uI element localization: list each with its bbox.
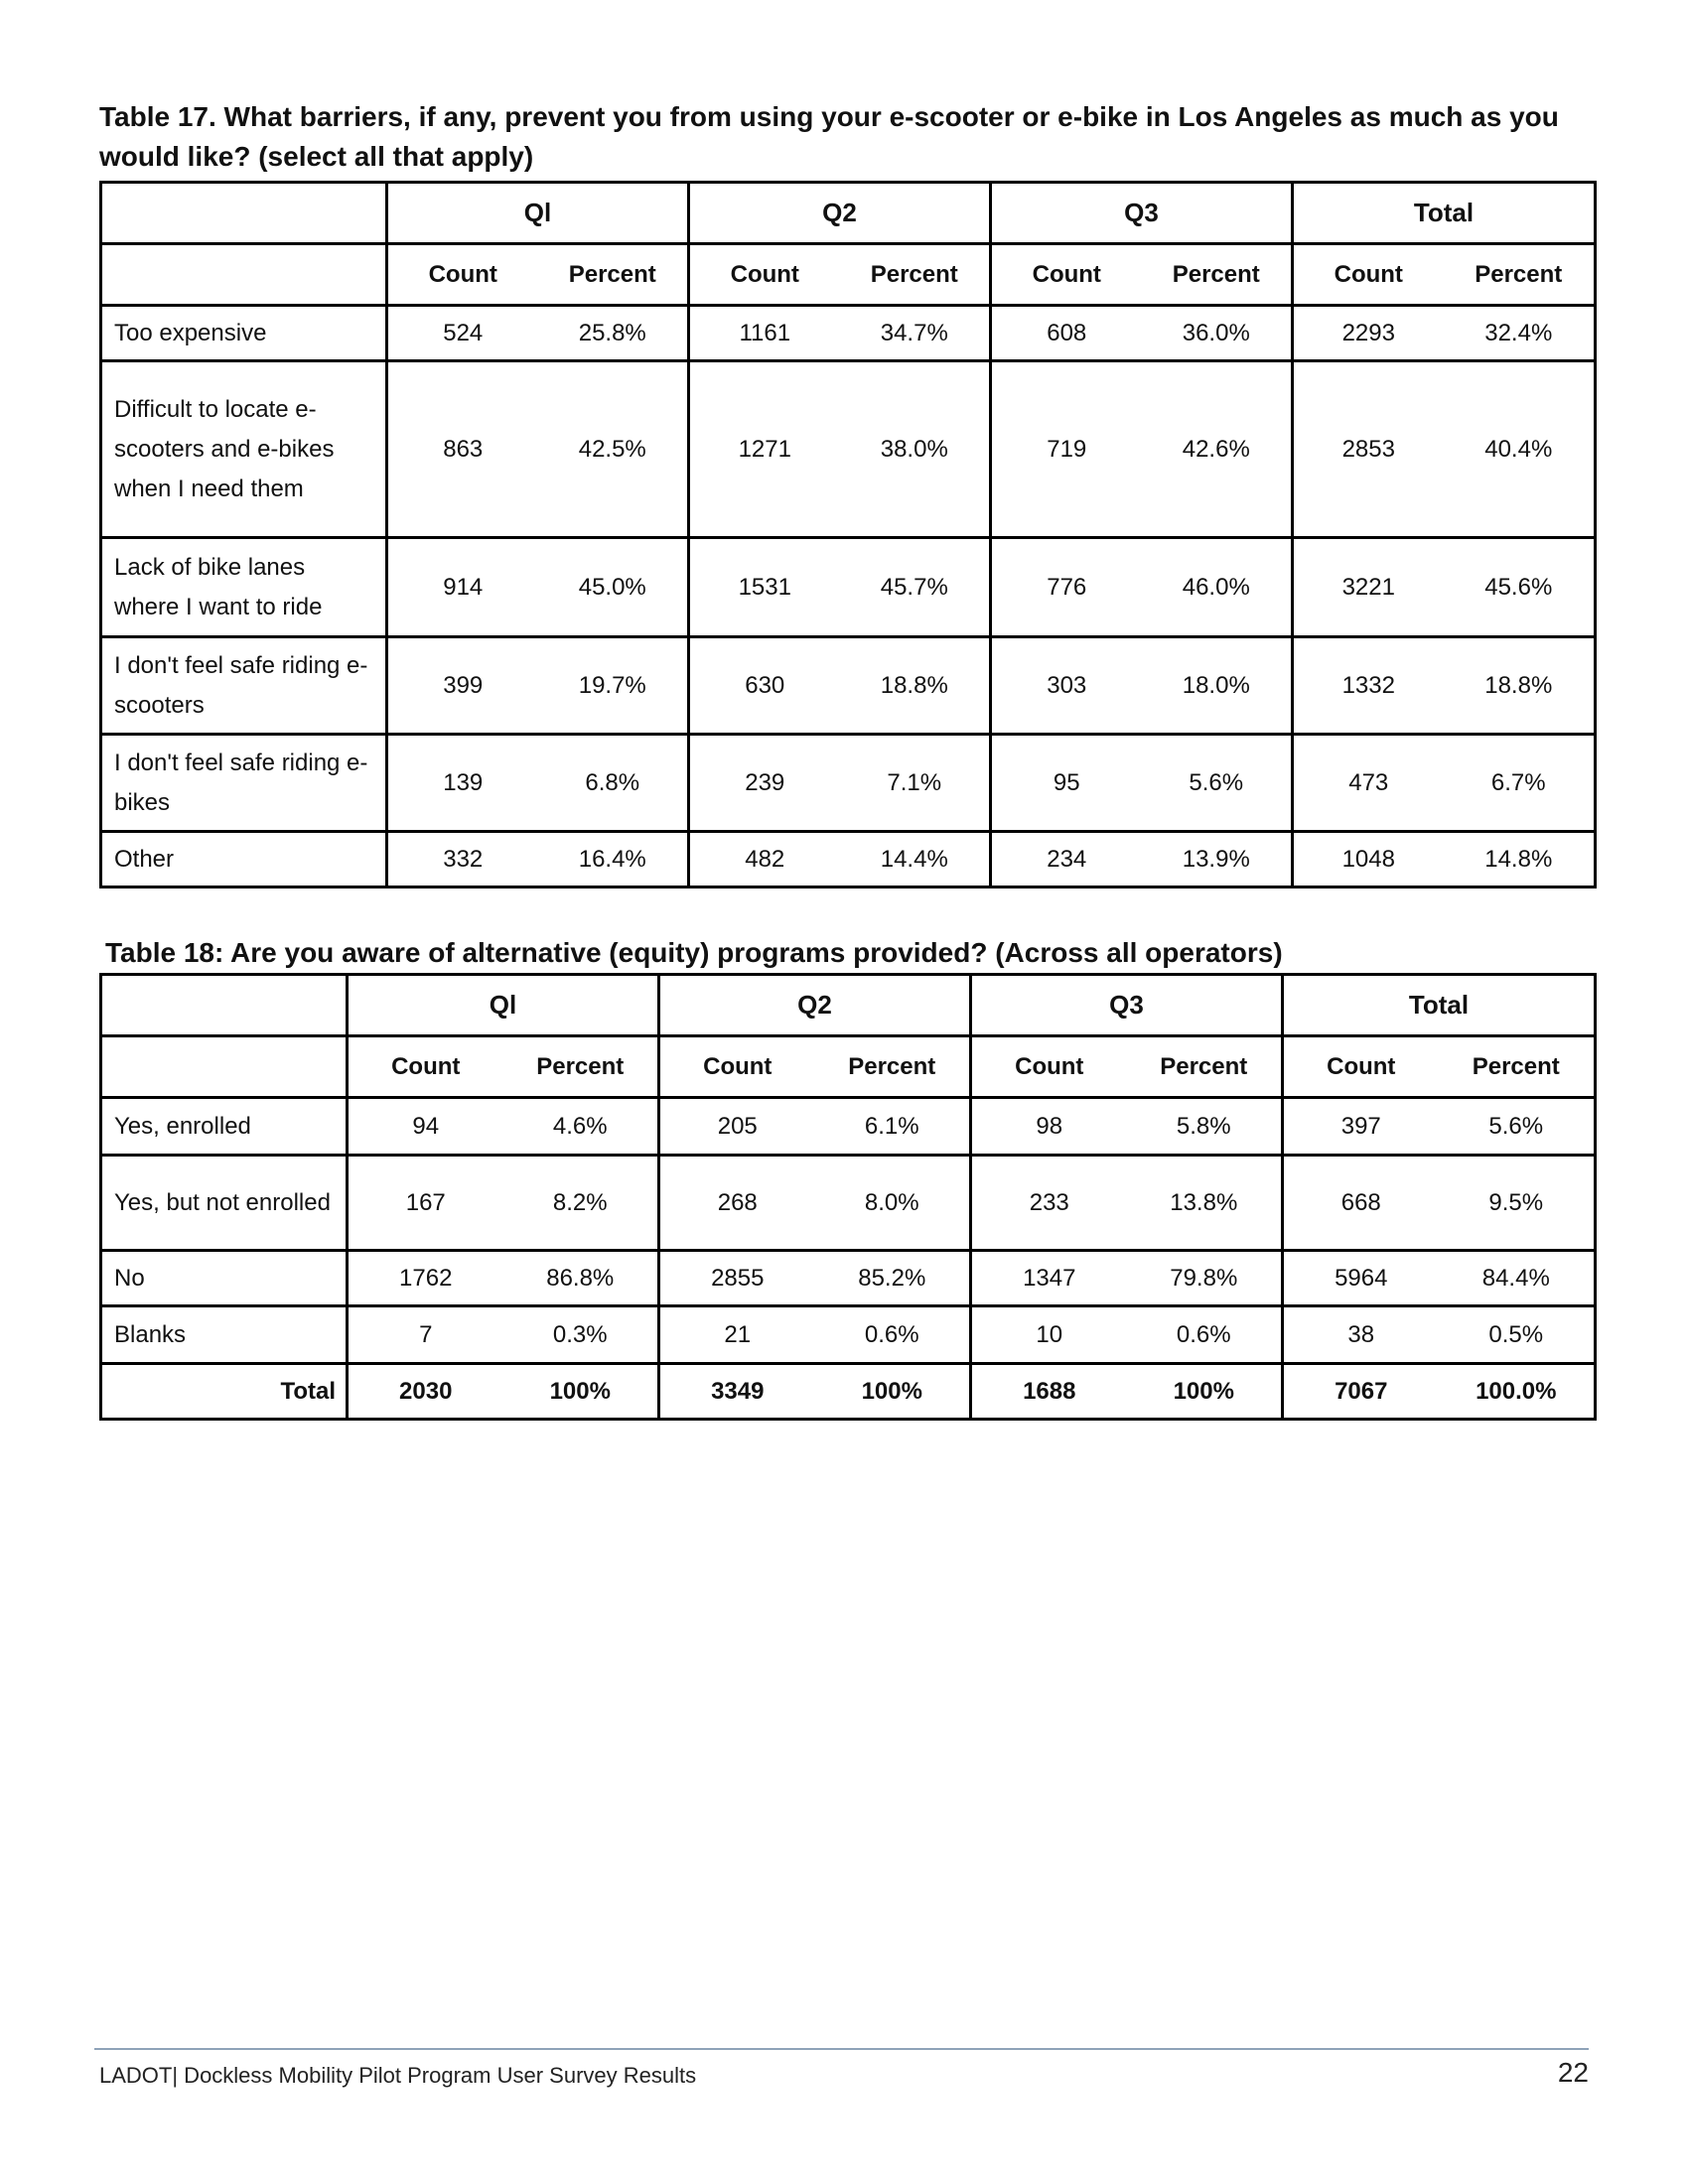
cell-percent: 19.7% xyxy=(538,637,689,735)
percent-header: Percent xyxy=(1142,244,1293,306)
cell-percent: 16.4% xyxy=(538,832,689,887)
cell-count: 776 xyxy=(991,538,1142,637)
row-label: Too expensive xyxy=(101,306,387,361)
group-header: Total xyxy=(1283,975,1596,1036)
cell-percent: 79.8% xyxy=(1127,1251,1283,1306)
header-corner xyxy=(101,183,387,244)
group-header: Ql xyxy=(348,975,659,1036)
cell-percent: 85.2% xyxy=(815,1251,971,1306)
table-row xyxy=(101,1306,1596,1364)
cell-percent: 40.4% xyxy=(1444,361,1596,538)
count-header: Count xyxy=(971,1036,1127,1098)
cell-count: 239 xyxy=(689,735,840,832)
header-corner xyxy=(101,975,348,1036)
count-header: Count xyxy=(348,1036,503,1098)
sub-header-row xyxy=(101,1036,1596,1098)
table-18-caption: Table 18: Are you aware of alternative (equity) programs provided? (Across all operators) xyxy=(105,937,1283,968)
count-header: Count xyxy=(991,244,1142,306)
table-row xyxy=(101,306,1596,361)
percent-header: Percent xyxy=(1127,1036,1283,1098)
cell-percent: 6.1% xyxy=(815,1098,971,1156)
cell-count: 1531 xyxy=(689,538,840,637)
percent-header: Percent xyxy=(840,244,991,306)
count-header: Count xyxy=(1293,244,1444,306)
cell-percent: 42.5% xyxy=(538,361,689,538)
cell-count: 524 xyxy=(387,306,538,361)
cell-percent: 0.3% xyxy=(503,1306,659,1364)
cell-count: 1048 xyxy=(1293,832,1444,887)
cell-percent: 13.8% xyxy=(1127,1156,1283,1251)
total-count: 7067 xyxy=(1283,1364,1439,1420)
row-label: Other xyxy=(101,832,387,887)
cell-percent: 0.6% xyxy=(1127,1306,1283,1364)
cell-count: 95 xyxy=(991,735,1142,832)
group-header: Q2 xyxy=(689,183,991,244)
count-header: Count xyxy=(689,244,840,306)
cell-count: 2293 xyxy=(1293,306,1444,361)
footer-divider xyxy=(94,2048,1589,2050)
percent-header: Percent xyxy=(503,1036,659,1098)
cell-count: 5964 xyxy=(1283,1251,1439,1306)
cell-count: 1332 xyxy=(1293,637,1444,735)
total-label: Total xyxy=(101,1364,348,1420)
cell-percent: 7.1% xyxy=(840,735,991,832)
total-percent: 100% xyxy=(1127,1364,1283,1420)
cell-count: 98 xyxy=(971,1098,1127,1156)
cell-count: 233 xyxy=(971,1156,1127,1251)
header-corner xyxy=(101,1036,348,1098)
row-label: Yes, enrolled xyxy=(101,1098,348,1156)
cell-percent: 5.6% xyxy=(1439,1098,1596,1156)
cell-count: 205 xyxy=(659,1098,815,1156)
cell-percent: 42.6% xyxy=(1142,361,1293,538)
total-count: 3349 xyxy=(659,1364,815,1420)
cell-percent: 8.2% xyxy=(503,1156,659,1251)
percent-header: Percent xyxy=(1444,244,1596,306)
row-label: No xyxy=(101,1251,348,1306)
cell-percent: 34.7% xyxy=(840,306,991,361)
cell-count: 38 xyxy=(1283,1306,1439,1364)
cell-percent: 14.8% xyxy=(1444,832,1596,887)
group-header-row xyxy=(101,975,1596,1036)
cell-count: 1347 xyxy=(971,1251,1127,1306)
count-header: Count xyxy=(387,244,538,306)
cell-count: 397 xyxy=(1283,1098,1439,1156)
page-number: 22 xyxy=(1557,2057,1589,2088)
row-label: Lack of bike lanes where I want to ride xyxy=(101,538,387,637)
cell-count: 332 xyxy=(387,832,538,887)
row-label: I don't feel safe riding e-scooters xyxy=(101,637,387,735)
cell-count: 10 xyxy=(971,1306,1127,1364)
table-row xyxy=(101,1156,1596,1251)
cell-percent: 5.8% xyxy=(1127,1098,1283,1156)
cell-count: 2855 xyxy=(659,1251,815,1306)
table-row xyxy=(101,538,1596,637)
cell-percent: 45.0% xyxy=(538,538,689,637)
cell-percent: 6.7% xyxy=(1444,735,1596,832)
cell-percent: 86.8% xyxy=(503,1251,659,1306)
row-label: Blanks xyxy=(101,1306,348,1364)
cell-percent: 8.0% xyxy=(815,1156,971,1251)
table-row xyxy=(101,735,1596,832)
cell-count: 3221 xyxy=(1293,538,1444,637)
cell-percent: 0.5% xyxy=(1439,1306,1596,1364)
total-count: 2030 xyxy=(348,1364,503,1420)
cell-count: 139 xyxy=(387,735,538,832)
cell-count: 1762 xyxy=(348,1251,503,1306)
cell-percent: 9.5% xyxy=(1439,1156,1596,1251)
table-17-caption: Table 17. What barriers, if any, prevent you from using your e-scooter or e-bike in Los Angeles as much as you would like? (select all that apply) xyxy=(99,101,1559,172)
cell-count: 268 xyxy=(659,1156,815,1251)
table-row xyxy=(101,637,1596,735)
group-header: Q2 xyxy=(659,975,971,1036)
cell-count: 2853 xyxy=(1293,361,1444,538)
cell-percent: 46.0% xyxy=(1142,538,1293,637)
cell-count: 668 xyxy=(1283,1156,1439,1251)
sub-header-row xyxy=(101,244,1596,306)
cell-percent: 18.8% xyxy=(1444,637,1596,735)
cell-percent: 45.6% xyxy=(1444,538,1596,637)
row-label: Yes, but not enrolled xyxy=(101,1156,348,1251)
cell-count: 482 xyxy=(689,832,840,887)
cell-count: 719 xyxy=(991,361,1142,538)
cell-count: 234 xyxy=(991,832,1142,887)
cell-percent: 45.7% xyxy=(840,538,991,637)
cell-count: 1161 xyxy=(689,306,840,361)
cell-percent: 84.4% xyxy=(1439,1251,1596,1306)
cell-percent: 0.6% xyxy=(815,1306,971,1364)
group-header: Q3 xyxy=(991,183,1293,244)
cell-count: 608 xyxy=(991,306,1142,361)
cell-percent: 18.8% xyxy=(840,637,991,735)
cell-count: 167 xyxy=(348,1156,503,1251)
cell-percent: 13.9% xyxy=(1142,832,1293,887)
table-17 xyxy=(99,181,1597,888)
cell-percent: 38.0% xyxy=(840,361,991,538)
group-header: Q3 xyxy=(971,975,1283,1036)
cell-count: 303 xyxy=(991,637,1142,735)
cell-percent: 36.0% xyxy=(1142,306,1293,361)
count-header: Count xyxy=(659,1036,815,1098)
cell-count: 473 xyxy=(1293,735,1444,832)
table-row xyxy=(101,361,1596,538)
row-label: I don't feel safe riding e-bikes xyxy=(101,735,387,832)
cell-count: 914 xyxy=(387,538,538,637)
header-corner xyxy=(101,244,387,306)
table-row xyxy=(101,1098,1596,1156)
group-header: Ql xyxy=(387,183,689,244)
group-header: Total xyxy=(1293,183,1596,244)
cell-count: 399 xyxy=(387,637,538,735)
cell-percent: 32.4% xyxy=(1444,306,1596,361)
total-percent: 100.0% xyxy=(1439,1364,1596,1420)
total-row xyxy=(101,1364,1596,1420)
group-header-row xyxy=(101,183,1596,244)
total-count: 1688 xyxy=(971,1364,1127,1420)
row-label: Difficult to locate e-scooters and e-bikes when I need them xyxy=(101,361,387,538)
cell-count: 630 xyxy=(689,637,840,735)
cell-percent: 25.8% xyxy=(538,306,689,361)
total-percent: 100% xyxy=(815,1364,971,1420)
cell-percent: 4.6% xyxy=(503,1098,659,1156)
table-18 xyxy=(99,973,1597,1421)
cell-count: 863 xyxy=(387,361,538,538)
cell-percent: 5.6% xyxy=(1142,735,1293,832)
table-row xyxy=(101,832,1596,887)
cell-percent: 18.0% xyxy=(1142,637,1293,735)
percent-header: Percent xyxy=(815,1036,971,1098)
cell-count: 7 xyxy=(348,1306,503,1364)
cell-count: 94 xyxy=(348,1098,503,1156)
percent-header: Percent xyxy=(538,244,689,306)
cell-count: 21 xyxy=(659,1306,815,1364)
total-percent: 100% xyxy=(503,1364,659,1420)
table-row xyxy=(101,1251,1596,1306)
count-header: Count xyxy=(1283,1036,1439,1098)
cell-percent: 6.8% xyxy=(538,735,689,832)
percent-header: Percent xyxy=(1439,1036,1596,1098)
footer-text: LADOT| Dockless Mobility Pilot Program User Survey Results xyxy=(99,2063,697,2088)
cell-count: 1271 xyxy=(689,361,840,538)
cell-percent: 14.4% xyxy=(840,832,991,887)
